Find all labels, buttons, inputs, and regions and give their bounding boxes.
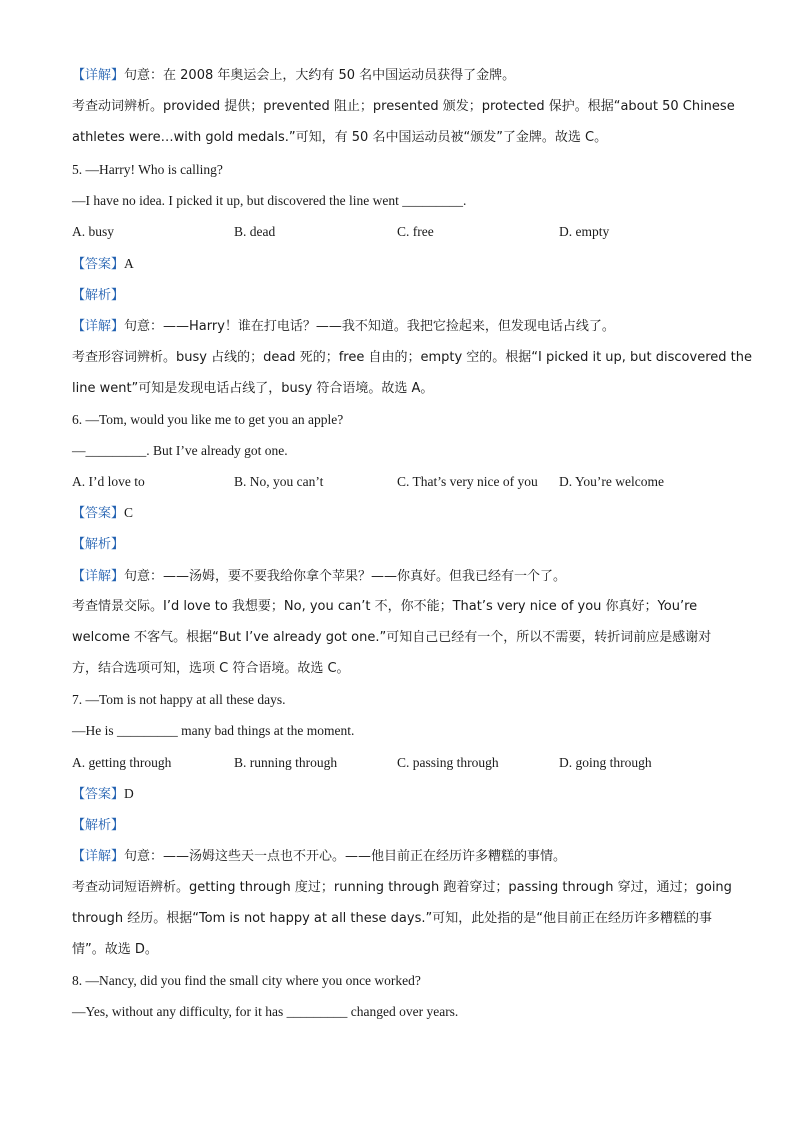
- q7-answer: [72, 785, 727, 803]
- q5-explain-line-1: [72, 317, 727, 335]
- answer-tag: 【答案】: [72, 787, 125, 802]
- q7-option-b: B. running through: [234, 755, 338, 770]
- analysis-tag: 【解析】: [72, 537, 125, 552]
- q7-option-a: A. getting through: [72, 755, 172, 770]
- explain-tag: 【详解】: [72, 849, 125, 864]
- q5-option-c: C. free: [397, 224, 434, 239]
- explain-tag: 【详解】: [72, 319, 125, 334]
- q4-explain-line-2: 考查动词辨析。provided 提供；prevented 阻止；presented 颁发；protected 保护。根据“about 50 Chinese: [72, 99, 735, 114]
- q6-option-c: C. That’s very nice of you: [397, 474, 538, 489]
- q7-explain-text-1: 句意：——汤姆这些天一点也不开心。——他目前正在经历许多糟糕的事情。: [124, 849, 567, 864]
- q5-answer-value: A: [124, 256, 134, 271]
- q5-explain-line-3: line went”可知是发现电话占线了，busy 符合语境。故选 A。: [72, 381, 434, 396]
- analysis-tag: 【解析】: [72, 288, 125, 303]
- analysis-tag: 【解析】: [72, 818, 125, 833]
- q8-stem: 8. —Nancy, did you find the small city where you once worked?: [72, 973, 421, 988]
- q5-explain-line-2: 考查形容词辨析。busy 占线的；dead 死的；free 自由的；empty 空的。根据“I picked it up, but discovered the: [72, 350, 752, 365]
- q6-analysis: [72, 535, 727, 553]
- q7-analysis: [72, 816, 727, 834]
- q6-option-d: D. You’re welcome: [559, 474, 664, 489]
- q5-option-a: A. busy: [72, 224, 115, 239]
- q6-explain-line-2: 考查情景交际。I’d love to 我想要；No, you can’t 不，你不能；That’s very nice of you 你真好；You’re: [72, 599, 698, 614]
- explain-tag: 【详解】: [72, 68, 125, 83]
- answer-tag: 【答案】: [72, 257, 125, 272]
- q6-explain-text-1: 句意：——汤姆，要不要我给你拿个苹果？——你真好。但我已经有一个了。: [124, 569, 567, 584]
- q7-reply: —He is _________ many bad things at the moment.: [72, 723, 355, 738]
- q6-stem: 6. —Tom, would you like me to get you an apple?: [72, 412, 344, 427]
- q6-options: [72, 473, 727, 491]
- q6-explain-line-1: [72, 567, 727, 585]
- q5-option-b: B. dead: [234, 224, 276, 239]
- q8-reply: —Yes, without any difficulty, for it has _________ changed over years.: [72, 1004, 459, 1019]
- q7-stem: 7. —Tom is not happy at all these days.: [72, 692, 286, 707]
- explain-tag: 【详解】: [72, 569, 125, 584]
- q7-options: [72, 754, 727, 772]
- q4-explain-line-3: athletes were…with gold medals.”可知，有 50 名中国运动员被“颁发”了金牌。故选 C。: [72, 130, 608, 145]
- q7-explain-line-1: [72, 847, 727, 865]
- q7-option-c: C. passing through: [397, 755, 499, 770]
- q7-explain-line-3: through 经历。根据“Tom is not happy at all these days.”可知，此处指的是“他目前正在经历许多糟糕的事: [72, 911, 712, 926]
- q4-explain-text-1: 句意：在 2008 年奥运会上，大约有 50 名中国运动员获得了金牌。: [124, 68, 516, 83]
- q5-explain-text-1: 句意：——Harry！谁在打电话？——我不知道。我把它捡起来，但发现电话占线了。: [124, 319, 615, 334]
- q7-option-d: D. going through: [559, 755, 652, 770]
- q6-reply: —_________. But I’ve already got one.: [72, 443, 288, 458]
- q7-answer-value: D: [124, 786, 134, 801]
- q5-stem: 5. —Harry! Who is calling?: [72, 162, 223, 177]
- q7-explain-line-4: 情”。故选 D。: [72, 942, 158, 957]
- q5-option-d: D. empty: [559, 224, 610, 239]
- q5-analysis: [72, 286, 727, 304]
- q6-explain-line-4: 方，结合选项可知，选项 C 符合语境。故选 C。: [72, 661, 350, 676]
- q5-answer: [72, 255, 727, 273]
- q6-answer-value: C: [124, 505, 134, 520]
- q6-answer: [72, 504, 727, 522]
- q6-option-b: B. No, you can’t: [234, 474, 324, 489]
- q4-explain-line-1: [72, 66, 727, 84]
- q5-reply: —I have no idea. I picked it up, but discovered the line went _________.: [72, 193, 467, 208]
- q6-explain-line-3: welcome 不客气。根据“But I’ve already got one.”可知自己已经有一个，所以不需要，转折词前应是感谢对: [72, 630, 712, 645]
- q6-option-a: A. I’d love to: [72, 474, 145, 489]
- q7-explain-line-2: 考查动词短语辨析。getting through 度过；running through 跑着穿过；passing through 穿过，通过；going: [72, 880, 732, 895]
- q5-options: [72, 223, 727, 241]
- answer-tag: 【答案】: [72, 506, 125, 521]
